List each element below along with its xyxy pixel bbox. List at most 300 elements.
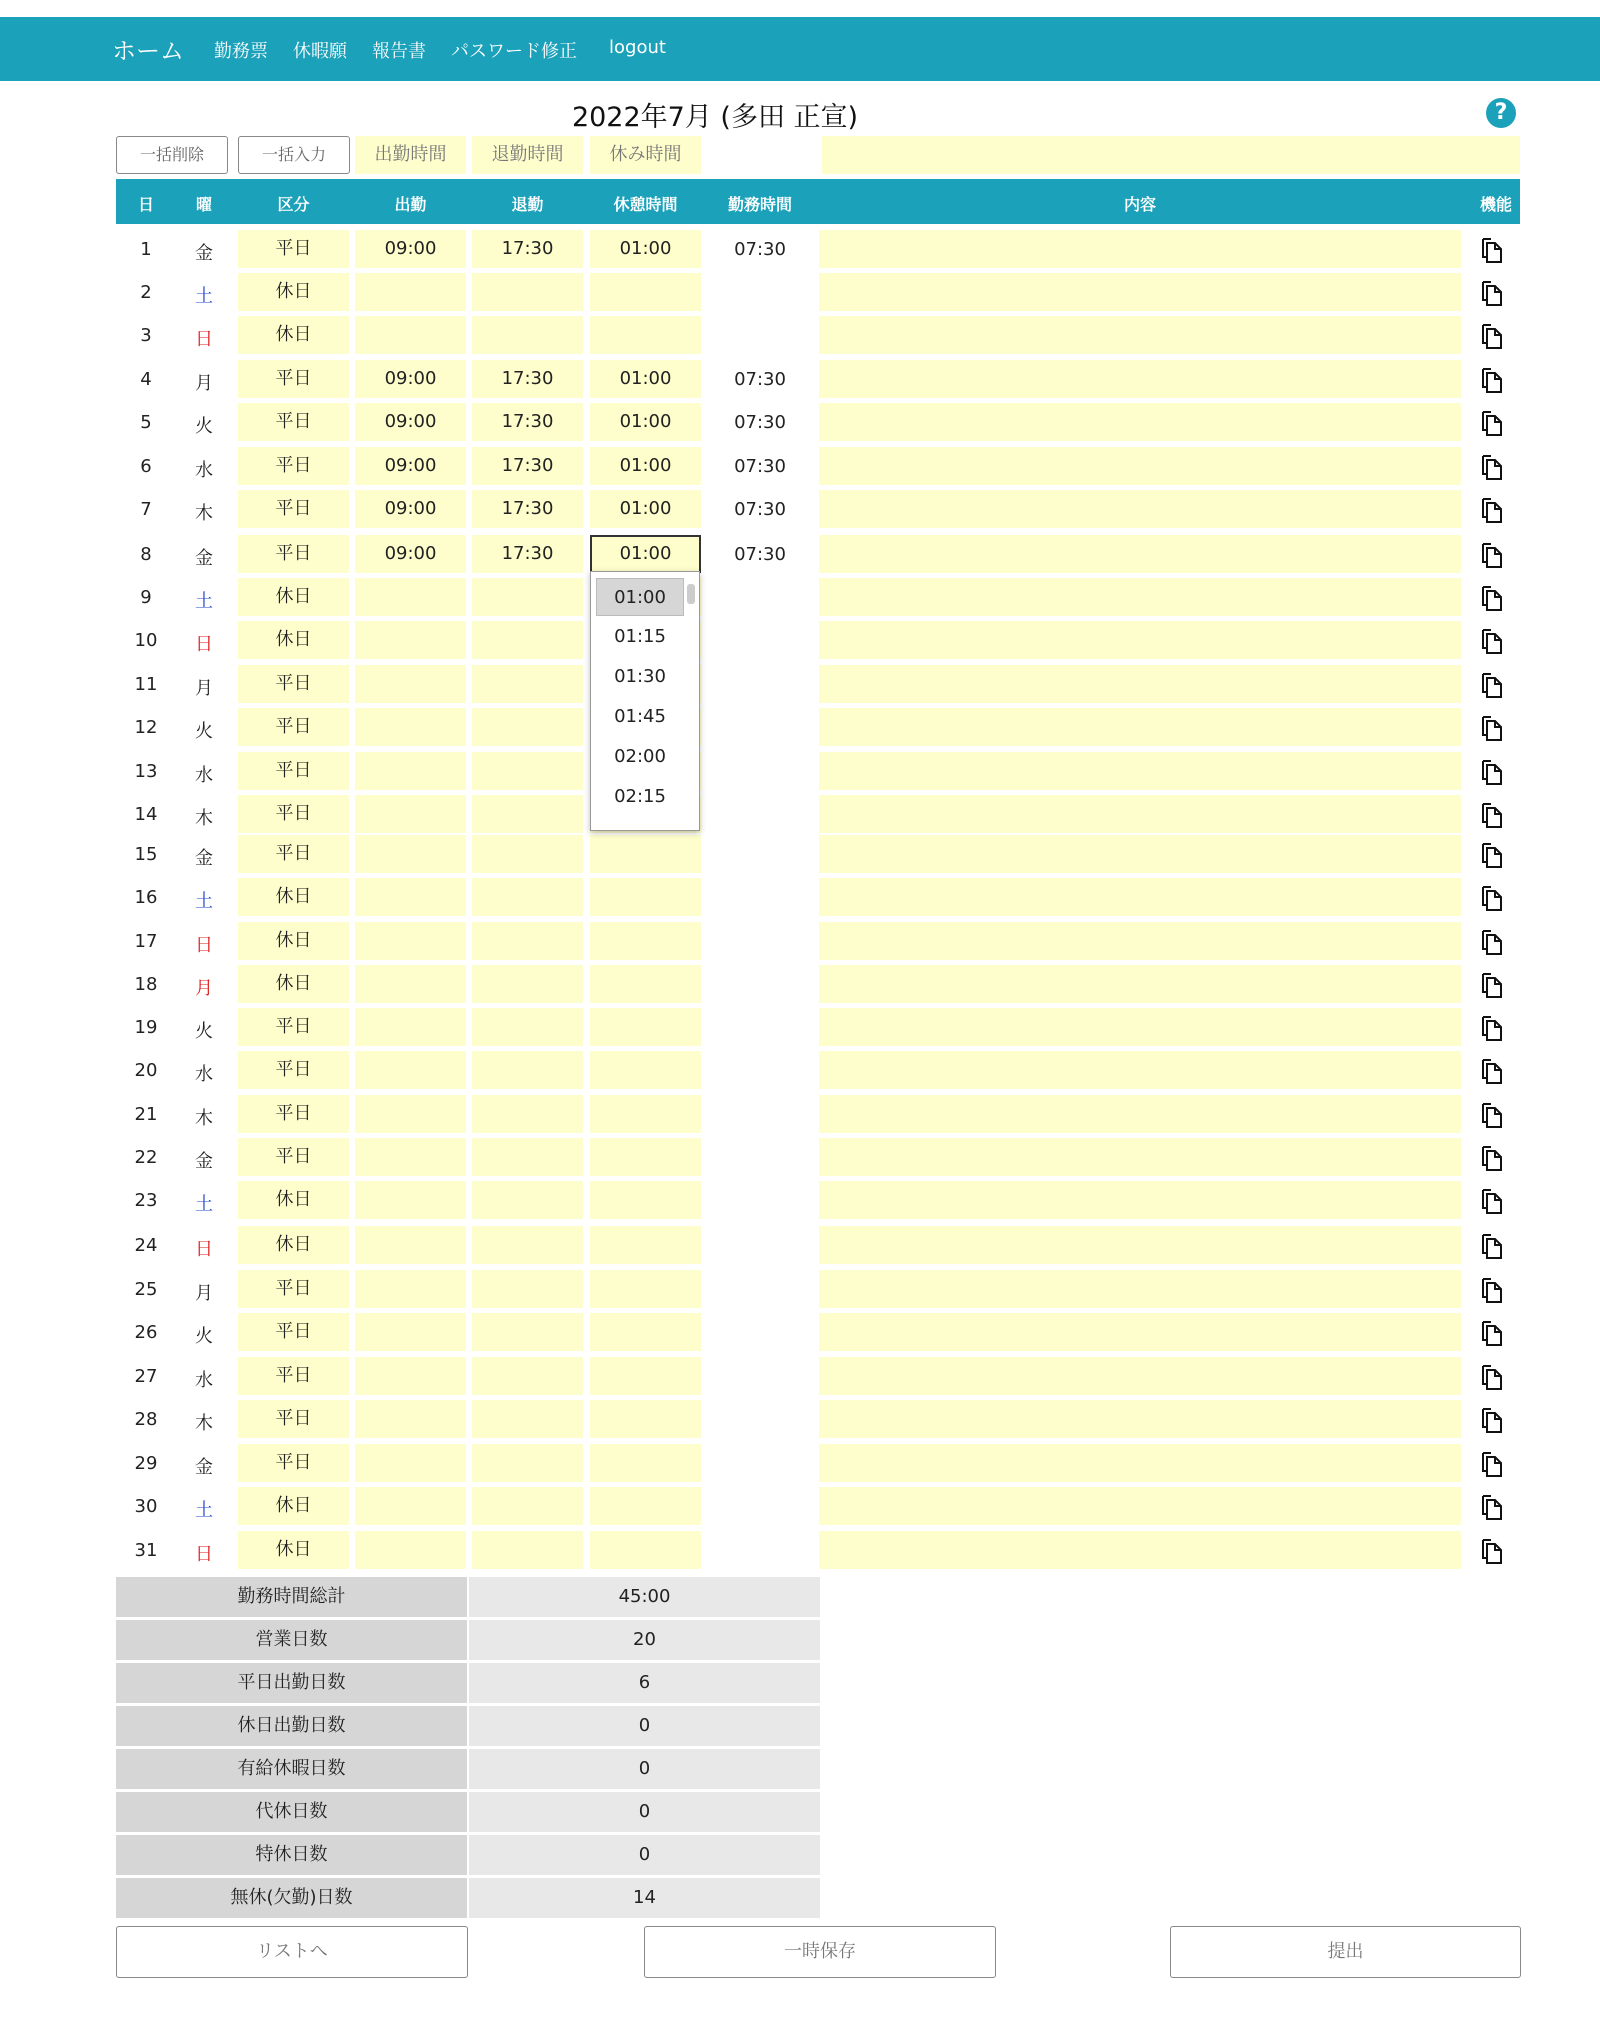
end-time-button[interactable]: 退勤時間 xyxy=(472,136,583,174)
end-time-select[interactable] xyxy=(472,795,583,833)
table-row xyxy=(0,1487,1600,1527)
end-time-select[interactable] xyxy=(472,1531,583,1569)
start-time-select[interactable] xyxy=(355,708,466,746)
start-time-select[interactable] xyxy=(355,752,466,790)
table-row xyxy=(0,665,1600,705)
summary-label: 有給休暇日数 xyxy=(116,1749,467,1789)
content-input[interactable] xyxy=(819,1051,1461,1089)
break-time-select[interactable] xyxy=(590,1270,701,1308)
day-number: 2 xyxy=(140,282,152,303)
table-row xyxy=(0,490,1600,530)
end-time-select[interactable] xyxy=(472,1095,583,1133)
content-input[interactable] xyxy=(819,1095,1461,1133)
start-time-select[interactable]: 09:00 xyxy=(355,447,466,485)
day-number: 12 xyxy=(134,717,158,738)
day-number: 29 xyxy=(134,1453,158,1474)
day-type-select[interactable]: 休日 xyxy=(238,1531,349,1569)
content-input[interactable] xyxy=(819,835,1461,873)
copy-icon[interactable] xyxy=(1480,368,1504,394)
summary-value: 20 xyxy=(469,1620,820,1660)
content-input[interactable] xyxy=(819,578,1461,616)
end-time-select[interactable] xyxy=(472,1313,583,1351)
end-time-select[interactable] xyxy=(472,1270,583,1308)
break-time-select[interactable] xyxy=(590,1008,701,1046)
day-of-week: 水 xyxy=(195,460,213,481)
table-row xyxy=(0,403,1600,443)
content-input[interactable] xyxy=(819,1357,1461,1395)
day-type-select[interactable]: 平日 xyxy=(238,665,349,703)
temporary-save-button[interactable]: 一時保存 xyxy=(644,1926,996,1978)
table-row xyxy=(0,1226,1600,1266)
work-hours: 07:30 xyxy=(734,412,786,433)
header-start: 出勤 xyxy=(394,195,427,214)
copy-icon[interactable] xyxy=(1480,1103,1504,1129)
nav-link-password[interactable]: パスワード修正 xyxy=(451,41,577,62)
summary-value: 0 xyxy=(469,1792,820,1832)
content-input[interactable] xyxy=(819,965,1461,1003)
start-time-select[interactable] xyxy=(355,273,466,311)
start-time-select[interactable]: 09:00 xyxy=(355,535,466,573)
table-row xyxy=(0,1270,1600,1310)
content-input[interactable] xyxy=(819,403,1461,441)
summary-value: 6 xyxy=(469,1663,820,1703)
end-time-select[interactable] xyxy=(472,1051,583,1089)
end-time-select[interactable] xyxy=(472,1008,583,1046)
copy-icon[interactable] xyxy=(1480,1539,1504,1565)
end-time-select[interactable] xyxy=(472,1138,583,1176)
copy-icon[interactable] xyxy=(1480,455,1504,481)
day-of-week: 火 xyxy=(195,721,213,742)
break-time-select[interactable]: 01:00 xyxy=(590,447,701,485)
start-time-select[interactable] xyxy=(355,665,466,703)
copy-icon[interactable] xyxy=(1480,930,1504,956)
copy-icon[interactable] xyxy=(1480,498,1504,524)
day-number: 8 xyxy=(140,544,152,565)
table-row xyxy=(0,360,1600,400)
day-type-select[interactable]: 平日 xyxy=(238,403,349,441)
day-number: 15 xyxy=(134,844,158,865)
start-time-select[interactable] xyxy=(355,1008,466,1046)
content-input[interactable] xyxy=(819,447,1461,485)
summary-value: 0 xyxy=(469,1749,820,1789)
day-of-week: 日 xyxy=(195,1544,213,1565)
copy-icon[interactable] xyxy=(1480,238,1504,264)
end-time-select[interactable] xyxy=(472,1226,583,1264)
copy-icon[interactable] xyxy=(1480,586,1504,612)
day-type-select[interactable]: 平日 xyxy=(238,1444,349,1482)
end-time-select[interactable] xyxy=(472,1357,583,1395)
start-time-select[interactable] xyxy=(355,316,466,354)
submit-button[interactable]: 提出 xyxy=(1170,1926,1521,1978)
dropdown-option[interactable]: 01:45 xyxy=(614,706,666,727)
dropdown-option[interactable]: 01:00 xyxy=(596,578,684,616)
day-of-week: 日 xyxy=(195,329,213,350)
copy-icon[interactable] xyxy=(1480,673,1504,699)
top-navbar xyxy=(0,17,1600,81)
copy-icon[interactable] xyxy=(1480,803,1504,829)
break-time-select[interactable] xyxy=(590,835,701,873)
break-time-select[interactable]: 01:00 xyxy=(590,403,701,441)
copy-icon[interactable] xyxy=(1480,760,1504,786)
day-of-week: 月 xyxy=(195,373,213,394)
nav-link-leave-request[interactable]: 休暇願 xyxy=(293,41,347,62)
summary-label: 休日出勤日数 xyxy=(116,1706,467,1746)
table-row xyxy=(0,1181,1600,1221)
table-row xyxy=(0,1444,1600,1484)
copy-icon[interactable] xyxy=(1480,1189,1504,1215)
copy-icon[interactable] xyxy=(1480,1016,1504,1042)
break-time-select[interactable] xyxy=(590,1487,701,1525)
day-number: 1 xyxy=(140,239,152,260)
day-number: 18 xyxy=(134,974,158,995)
copy-icon[interactable] xyxy=(1480,1059,1504,1085)
help-icon[interactable]: ? xyxy=(1486,98,1516,128)
day-type-select[interactable]: 休日 xyxy=(238,1487,349,1525)
content-input[interactable] xyxy=(819,1444,1461,1482)
break-time-select[interactable] xyxy=(590,1138,701,1176)
content-input[interactable] xyxy=(819,1226,1461,1264)
day-of-week: 土 xyxy=(195,891,213,912)
header-dow: 曜 xyxy=(195,195,212,214)
content-input[interactable] xyxy=(819,795,1461,833)
content-input[interactable] xyxy=(819,316,1461,354)
work-hours: 07:30 xyxy=(734,369,786,390)
content-input[interactable] xyxy=(819,535,1461,573)
header-break: 休憩時間 xyxy=(613,195,678,214)
day-number: 6 xyxy=(140,456,152,477)
nav-link-report[interactable]: 報告書 xyxy=(372,41,426,62)
day-of-week: 金 xyxy=(195,548,213,569)
day-of-week: 日 xyxy=(195,1239,213,1260)
table-row xyxy=(0,578,1600,618)
day-number: 21 xyxy=(134,1104,158,1125)
content-input[interactable] xyxy=(819,922,1461,960)
end-time-select[interactable] xyxy=(472,273,583,311)
content-input[interactable] xyxy=(819,360,1461,398)
back-to-list-button[interactable]: リストへ xyxy=(116,1926,468,1978)
work-hours: 07:30 xyxy=(734,499,786,520)
day-number: 31 xyxy=(134,1540,158,1561)
copy-icon[interactable] xyxy=(1480,411,1504,437)
day-number: 17 xyxy=(134,931,158,952)
day-type-select[interactable]: 平日 xyxy=(238,708,349,746)
day-type-select[interactable]: 平日 xyxy=(238,795,349,833)
content-input[interactable] xyxy=(819,273,1461,311)
day-number: 27 xyxy=(134,1366,158,1387)
end-time-select[interactable] xyxy=(472,316,583,354)
dropdown-option[interactable]: 01:15 xyxy=(614,626,666,647)
break-time-select[interactable] xyxy=(590,1400,701,1438)
header-function: 機能 xyxy=(1479,195,1512,214)
end-time-select[interactable] xyxy=(472,578,583,616)
day-number: 23 xyxy=(134,1190,158,1211)
dropdown-option[interactable]: 02:00 xyxy=(614,746,666,767)
nav-home-link[interactable]: ホーム xyxy=(112,37,184,65)
start-time-select[interactable]: 09:00 xyxy=(355,403,466,441)
table-row xyxy=(0,965,1600,1005)
table-row xyxy=(0,752,1600,792)
copy-icon[interactable] xyxy=(1480,973,1504,999)
summary-label: 勤務時間総計 xyxy=(116,1577,467,1617)
day-type-select[interactable]: 平日 xyxy=(238,1357,349,1395)
day-of-week: 木 xyxy=(195,1413,213,1434)
summary-label: 代休日数 xyxy=(116,1792,467,1832)
table-row xyxy=(0,795,1600,835)
content-input[interactable] xyxy=(819,1487,1461,1525)
copy-icon[interactable] xyxy=(1480,886,1504,912)
end-time-select[interactable] xyxy=(472,1181,583,1219)
copy-icon[interactable] xyxy=(1480,543,1504,569)
end-time-select[interactable] xyxy=(472,665,583,703)
break-time-dropdown-list[interactable] xyxy=(590,571,700,831)
dropdown-scrollbar[interactable] xyxy=(687,584,695,604)
summary-row xyxy=(116,1835,820,1875)
day-type-select[interactable]: 休日 xyxy=(238,878,349,916)
day-number: 13 xyxy=(134,761,158,782)
start-time-select[interactable] xyxy=(355,1138,466,1176)
start-time-select[interactable] xyxy=(355,1357,466,1395)
end-time-select[interactable] xyxy=(472,1444,583,1482)
content-input[interactable] xyxy=(819,621,1461,659)
start-time-select[interactable] xyxy=(355,1226,466,1264)
break-time-select[interactable] xyxy=(590,878,701,916)
day-type-select[interactable]: 平日 xyxy=(238,752,349,790)
work-hours: 07:30 xyxy=(734,239,786,260)
copy-icon[interactable] xyxy=(1480,1495,1504,1521)
start-time-select[interactable] xyxy=(355,621,466,659)
start-time-select[interactable]: 09:00 xyxy=(355,490,466,528)
start-time-button[interactable]: 出勤時間 xyxy=(355,136,466,174)
end-time-select[interactable] xyxy=(472,835,583,873)
copy-icon[interactable] xyxy=(1480,843,1504,869)
day-type-select[interactable]: 平日 xyxy=(238,1138,349,1176)
day-number: 4 xyxy=(140,369,152,390)
nav-link-logout[interactable]: logout xyxy=(609,37,666,58)
content-input[interactable] xyxy=(819,878,1461,916)
break-time-select[interactable] xyxy=(590,965,701,1003)
break-time-select[interactable]: 01:00 xyxy=(590,535,701,573)
day-of-week: 金 xyxy=(195,1457,213,1478)
end-time-select[interactable]: 17:30 xyxy=(472,360,583,398)
start-time-select[interactable] xyxy=(355,795,466,833)
dropdown-option[interactable]: 01:30 xyxy=(614,666,666,687)
content-input[interactable] xyxy=(819,1531,1461,1569)
copy-icon[interactable] xyxy=(1480,281,1504,307)
day-number: 26 xyxy=(134,1322,158,1343)
content-input[interactable] xyxy=(819,230,1461,268)
table-row xyxy=(0,708,1600,748)
break-time-select[interactable] xyxy=(590,1226,701,1264)
start-time-select[interactable] xyxy=(355,1444,466,1482)
start-time-select[interactable] xyxy=(355,578,466,616)
content-input[interactable] xyxy=(819,665,1461,703)
table-row xyxy=(0,1531,1600,1571)
table-row xyxy=(0,1400,1600,1440)
nav-link-timesheet[interactable]: 勤務票 xyxy=(214,41,268,62)
start-time-select[interactable] xyxy=(355,1095,466,1133)
day-type-select[interactable]: 休日 xyxy=(238,1226,349,1264)
start-time-select[interactable] xyxy=(355,835,466,873)
rest-time-button[interactable]: 休み時間 xyxy=(590,136,701,174)
start-time-select[interactable]: 09:00 xyxy=(355,360,466,398)
day-number: 24 xyxy=(134,1235,158,1256)
break-time-select[interactable] xyxy=(590,273,701,311)
content-input[interactable] xyxy=(819,1008,1461,1046)
break-time-select[interactable] xyxy=(590,1313,701,1351)
table-row xyxy=(0,878,1600,918)
break-time-select[interactable] xyxy=(590,1357,701,1395)
day-number: 19 xyxy=(134,1017,158,1038)
break-time-select[interactable] xyxy=(590,1531,701,1569)
end-time-select[interactable] xyxy=(472,752,583,790)
day-number: 20 xyxy=(134,1060,158,1081)
break-time-select[interactable]: 01:00 xyxy=(590,490,701,528)
bulk-delete-button[interactable]: 一括削除 xyxy=(116,136,228,174)
toolbar-input-field[interactable] xyxy=(822,136,1520,174)
end-time-select[interactable]: 17:30 xyxy=(472,490,583,528)
break-time-select[interactable]: 01:00 xyxy=(590,360,701,398)
copy-icon[interactable] xyxy=(1480,1234,1504,1260)
table-row xyxy=(0,835,1600,875)
summary-value: 0 xyxy=(469,1835,820,1875)
day-number: 7 xyxy=(140,499,152,520)
content-input[interactable] xyxy=(819,1400,1461,1438)
day-number: 25 xyxy=(134,1279,158,1300)
break-time-select[interactable] xyxy=(590,1095,701,1133)
break-time-select[interactable] xyxy=(590,922,701,960)
day-type-select[interactable]: 平日 xyxy=(238,1095,349,1133)
content-input[interactable] xyxy=(819,1138,1461,1176)
end-time-select[interactable] xyxy=(472,1487,583,1525)
day-type-select[interactable]: 休日 xyxy=(238,273,349,311)
copy-icon[interactable] xyxy=(1480,1278,1504,1304)
table-row xyxy=(0,535,1600,575)
header-content: 内容 xyxy=(1123,195,1156,214)
day-type-select[interactable]: 休日 xyxy=(238,1181,349,1219)
copy-icon[interactable] xyxy=(1480,1321,1504,1347)
break-time-select[interactable] xyxy=(590,1181,701,1219)
day-type-select[interactable]: 平日 xyxy=(238,1400,349,1438)
day-type-select[interactable]: 休日 xyxy=(238,965,349,1003)
end-time-select[interactable]: 17:30 xyxy=(472,403,583,441)
end-time-select[interactable] xyxy=(472,878,583,916)
day-type-select[interactable]: 休日 xyxy=(238,621,349,659)
day-of-week: 木 xyxy=(195,1108,213,1129)
dropdown-option[interactable]: 02:15 xyxy=(614,786,666,807)
day-type-select[interactable]: 平日 xyxy=(238,447,349,485)
day-type-select[interactable]: 平日 xyxy=(238,360,349,398)
day-of-week: 土 xyxy=(195,1500,213,1521)
day-type-select[interactable]: 平日 xyxy=(238,490,349,528)
content-input[interactable] xyxy=(819,752,1461,790)
copy-icon[interactable] xyxy=(1480,1452,1504,1478)
copy-icon[interactable] xyxy=(1480,1146,1504,1172)
start-time-select[interactable]: 09:00 xyxy=(355,230,466,268)
day-of-week: 日 xyxy=(195,634,213,655)
day-type-select[interactable]: 平日 xyxy=(238,1270,349,1308)
table-row xyxy=(0,1138,1600,1178)
copy-icon[interactable] xyxy=(1480,629,1504,655)
break-time-select[interactable]: 01:00 xyxy=(590,230,701,268)
end-time-select[interactable]: 17:30 xyxy=(472,447,583,485)
content-input[interactable] xyxy=(819,490,1461,528)
break-time-select[interactable] xyxy=(590,316,701,354)
copy-icon[interactable] xyxy=(1480,1365,1504,1391)
copy-icon[interactable] xyxy=(1480,1408,1504,1434)
end-time-select[interactable]: 17:30 xyxy=(472,230,583,268)
end-time-select[interactable] xyxy=(472,965,583,1003)
end-time-select[interactable] xyxy=(472,1400,583,1438)
day-number: 16 xyxy=(134,887,158,908)
day-type-select[interactable]: 平日 xyxy=(238,1051,349,1089)
content-input[interactable] xyxy=(819,1181,1461,1219)
day-number: 28 xyxy=(134,1409,158,1430)
day-number: 5 xyxy=(140,412,152,433)
end-time-select[interactable] xyxy=(472,621,583,659)
day-type-select[interactable]: 平日 xyxy=(238,535,349,573)
copy-icon[interactable] xyxy=(1480,716,1504,742)
content-input[interactable] xyxy=(819,708,1461,746)
break-time-select[interactable] xyxy=(590,1051,701,1089)
day-of-week: 月 xyxy=(195,678,213,699)
copy-icon[interactable] xyxy=(1480,324,1504,350)
end-time-select[interactable] xyxy=(472,922,583,960)
summary-row xyxy=(116,1706,820,1746)
content-input[interactable] xyxy=(819,1313,1461,1351)
summary-value: 0 xyxy=(469,1706,820,1746)
bulk-input-button[interactable]: 一括入力 xyxy=(238,136,350,174)
day-number: 22 xyxy=(134,1147,158,1168)
day-number: 9 xyxy=(140,587,152,608)
day-type-select[interactable]: 休日 xyxy=(238,578,349,616)
start-time-select[interactable] xyxy=(355,965,466,1003)
day-type-select[interactable]: 休日 xyxy=(238,922,349,960)
day-of-week: 水 xyxy=(195,1064,213,1085)
start-time-select[interactable] xyxy=(355,1313,466,1351)
start-time-select[interactable] xyxy=(355,878,466,916)
break-time-select[interactable] xyxy=(590,1444,701,1482)
day-type-select[interactable]: 平日 xyxy=(238,230,349,268)
summary-row xyxy=(116,1792,820,1832)
header-type: 区分 xyxy=(277,195,310,214)
start-time-select[interactable] xyxy=(355,1051,466,1089)
table-row xyxy=(0,922,1600,962)
start-time-select[interactable] xyxy=(355,1270,466,1308)
table-row xyxy=(0,621,1600,661)
start-time-select[interactable] xyxy=(355,922,466,960)
day-type-select[interactable]: 平日 xyxy=(238,1313,349,1351)
day-type-select[interactable]: 平日 xyxy=(238,1008,349,1046)
start-time-select[interactable] xyxy=(355,1400,466,1438)
end-time-select[interactable]: 17:30 xyxy=(472,535,583,573)
start-time-select[interactable] xyxy=(355,1531,466,1569)
work-hours: 07:30 xyxy=(734,456,786,477)
day-type-select[interactable]: 平日 xyxy=(238,835,349,873)
table-header xyxy=(116,179,1520,224)
table-row xyxy=(0,447,1600,487)
day-type-select[interactable]: 休日 xyxy=(238,316,349,354)
start-time-select[interactable] xyxy=(355,1487,466,1525)
day-of-week: 金 xyxy=(195,848,213,869)
day-number: 10 xyxy=(134,630,158,651)
summary-value: 14 xyxy=(469,1878,820,1918)
end-time-select[interactable] xyxy=(472,708,583,746)
summary-label: 無休(欠勤)日数 xyxy=(116,1878,467,1918)
start-time-select[interactable] xyxy=(355,1181,466,1219)
content-input[interactable] xyxy=(819,1270,1461,1308)
table-row xyxy=(0,230,1600,270)
day-of-week: 日 xyxy=(195,935,213,956)
